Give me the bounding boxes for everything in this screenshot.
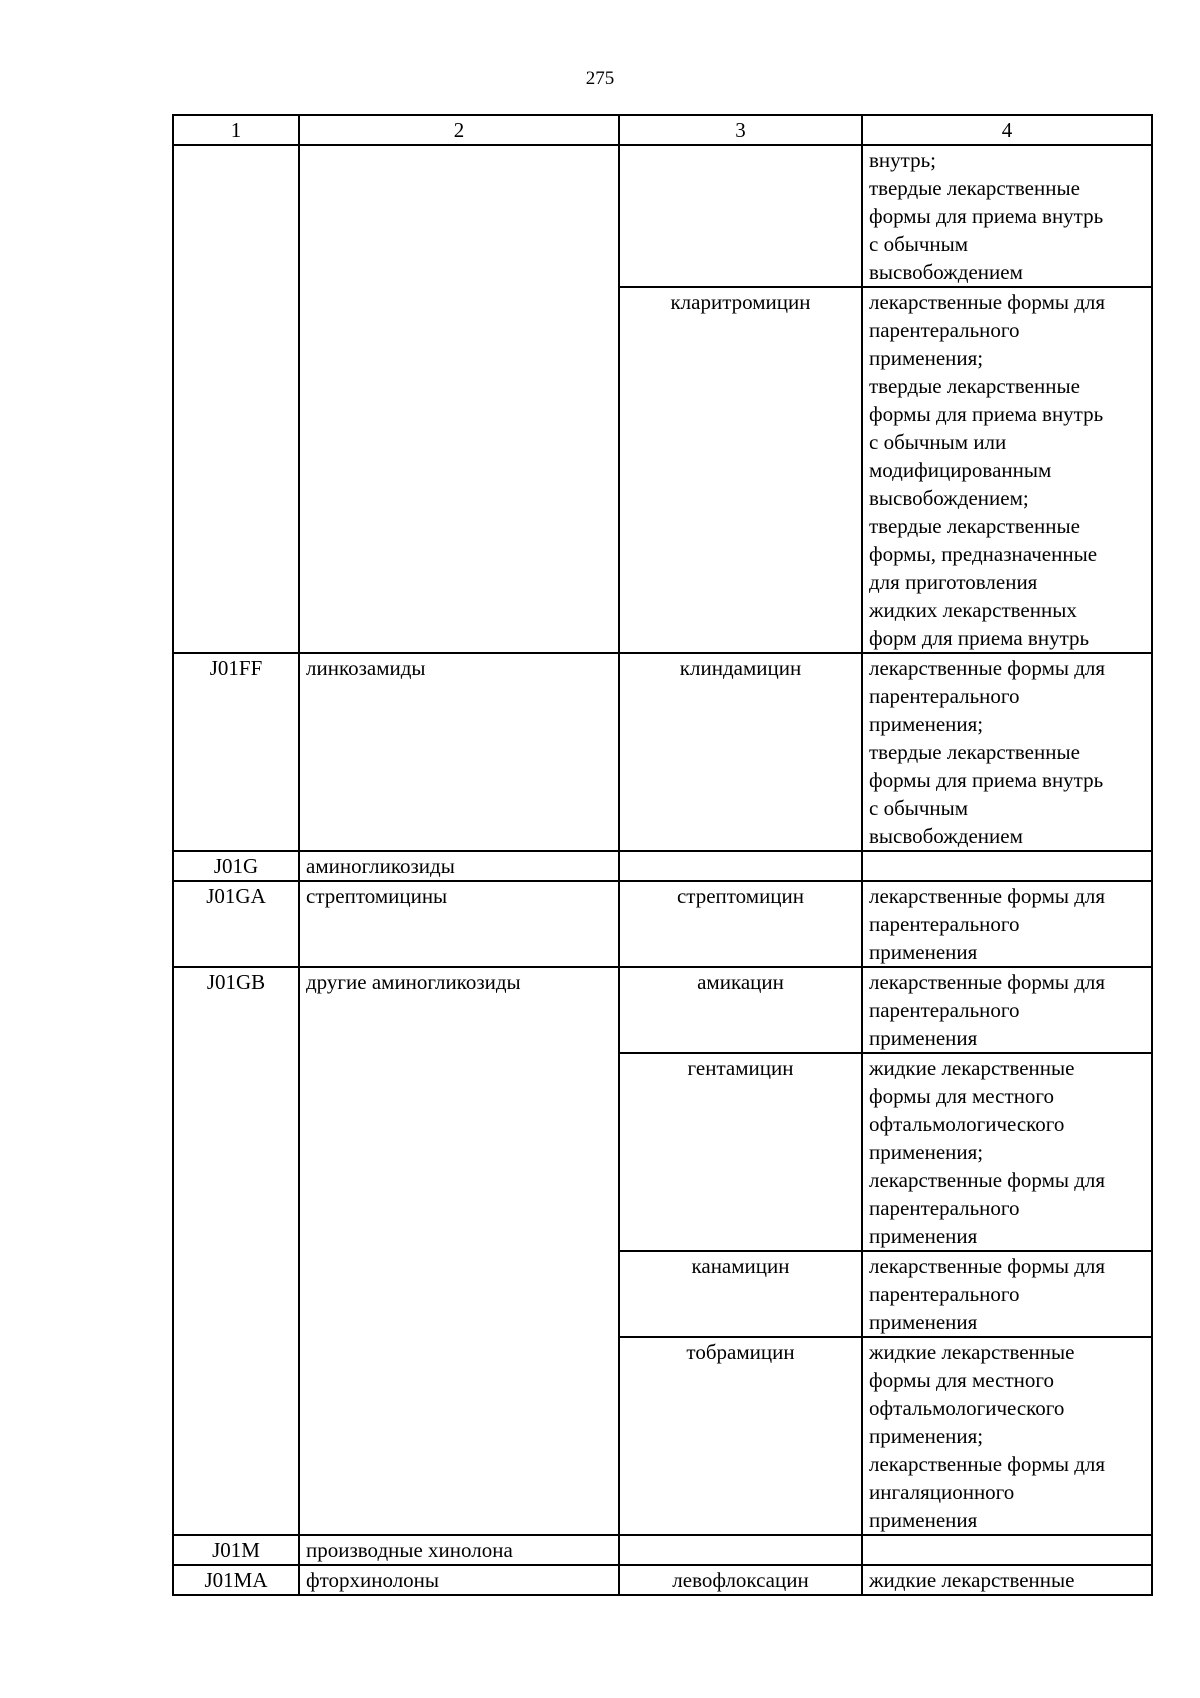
group-name-cell: производные хинолона — [299, 1535, 619, 1565]
drug-name-cell: гентамицин — [619, 1053, 862, 1251]
group-name-cell: линкозамиды — [299, 653, 619, 851]
dosage-form-cell — [862, 851, 1152, 881]
table-row — [173, 1565, 1152, 1595]
group-name-cell: фторхинолоны — [299, 1565, 619, 1595]
group-name-cell: другие аминогликозиды — [299, 967, 619, 1535]
atc-code-cell: J01GB — [173, 967, 299, 1535]
table-row — [173, 653, 1152, 851]
group-name-cell — [299, 145, 619, 653]
drug-name-cell — [619, 1535, 862, 1565]
dosage-form-cell: внутрь; твердые лекарственные формы для приема внутрь с обычным высвобождением — [862, 145, 1152, 287]
drug-name-cell: тобрамицин — [619, 1337, 862, 1535]
table-row — [173, 1535, 1152, 1565]
table-row — [173, 881, 1152, 967]
page-number: 275 — [585, 68, 615, 89]
column-header-2: 2 — [299, 115, 619, 145]
drug-name-cell: стрептомицин — [619, 881, 862, 967]
atc-code-cell: J01MA — [173, 1565, 299, 1595]
atc-code-cell — [173, 145, 299, 653]
group-name-cell: аминогликозиды — [299, 851, 619, 881]
dosage-form-cell: жидкие лекарственные формы для местного офтальмологического применения; лекарственные формы для ингаляционного применения — [862, 1337, 1152, 1535]
table-row — [173, 967, 1152, 1053]
atc-code-cell: J01G — [173, 851, 299, 881]
atc-code-cell: J01FF — [173, 653, 299, 851]
dosage-form-cell: жидкие лекарственные формы для местного офтальмологического применения; лекарственные формы для парентерального применения — [862, 1053, 1152, 1251]
dosage-form-cell: лекарственные формы для парентерального применения — [862, 881, 1152, 967]
dosage-form-cell: лекарственные формы для парентерального применения — [862, 967, 1152, 1053]
group-name-cell: стрептомицины — [299, 881, 619, 967]
drug-name-cell: клиндамицин — [619, 653, 862, 851]
drug-name-cell — [619, 145, 862, 287]
atc-code-cell: J01GA — [173, 881, 299, 967]
header-row — [173, 115, 1152, 145]
drug-name-cell: канамицин — [619, 1251, 862, 1337]
medication-table — [172, 114, 1153, 1596]
drug-name-cell: амикацин — [619, 967, 862, 1053]
atc-code-cell: J01M — [173, 1535, 299, 1565]
drug-name-cell: левофлоксацин — [619, 1565, 862, 1595]
drug-name-cell — [619, 851, 862, 881]
dosage-form-cell: лекарственные формы для парентерального применения — [862, 1251, 1152, 1337]
dosage-form-cell: лекарственные формы для парентерального применения; твердые лекарственные формы для приема внутрь с обычным или модифицированным высвобождением; твердые лекарственные формы, предназначенные для приготовления жидких лекарственных форм для приема внутрь — [862, 287, 1152, 653]
dosage-form-cell: жидкие лекарственные — [862, 1565, 1152, 1595]
dosage-form-cell — [862, 1535, 1152, 1565]
dosage-form-cell: лекарственные формы для парентерального применения; твердые лекарственные формы для приема внутрь с обычным высвобождением — [862, 653, 1152, 851]
column-header-3: 3 — [619, 115, 862, 145]
column-header-4: 4 — [862, 115, 1152, 145]
column-header-1: 1 — [173, 115, 299, 145]
table-row — [173, 851, 1152, 881]
table-row — [173, 145, 1152, 287]
drug-name-cell: кларитромицин — [619, 287, 862, 653]
